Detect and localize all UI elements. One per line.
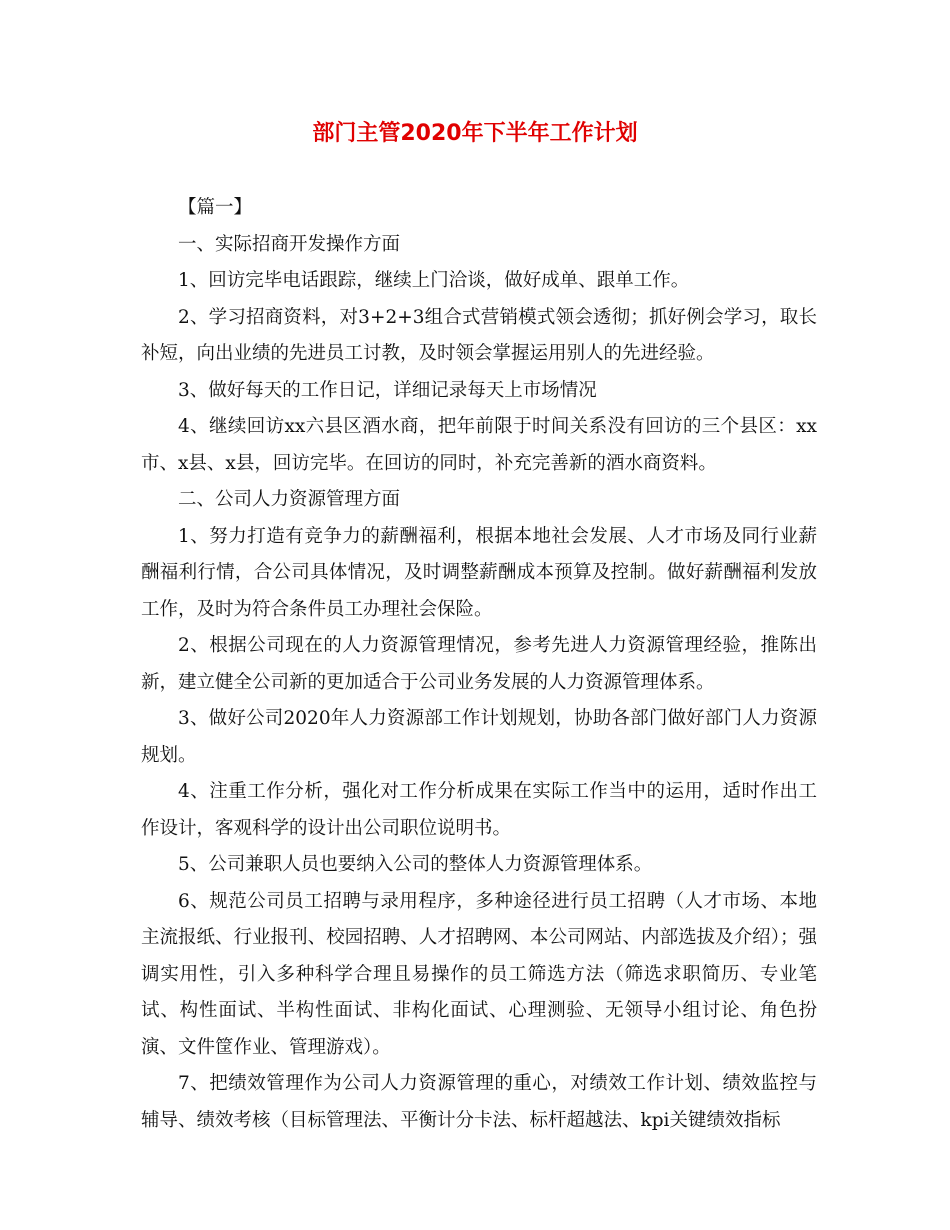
- paragraph-section-label: 【篇一】: [178, 197, 253, 218]
- paragraph: 3、做好公司2020年人力资源部工作计划规划，协助各部门做好部门人力资源规划。: [141, 708, 817, 766]
- paragraph: 2、根据公司现在的人力资源管理情况，参考先进人力资源管理经验，推陈出新，建立健全公司新的更加适合于公司业务发展的人力资源管理体系。: [141, 635, 817, 693]
- paragraph: 7、把绩效管理作为公司人力资源管理的重心，对绩效工作计划、绩效监控与辅导、绩效考核（目标管理法、平衡计分卡法、标杆超越法、kpi关键绩效指标: [141, 1073, 817, 1131]
- paragraph: 2、学习招商资料，对3+2+3组合式营销模式领会透彻；抓好例会学习，取长补短，向出业绩的先进员工讨教，及时领会掌握运用别人的先进经验。: [141, 306, 817, 364]
- paragraph: 1、回访完毕电话跟踪，继续上门洽谈，做好成单、跟单工作。: [178, 270, 690, 291]
- document-title: 部门主管2020年下半年工作计划: [312, 121, 638, 146]
- paragraph: 4、注重工作分析，强化对工作分析成果在实际工作当中的运用，适时作出工作设计，客观科学的设计出公司职位说明书。: [141, 781, 817, 839]
- paragraph: 1、努力打造有竞争力的薪酬福利，根据本地社会发展、人才市场及同行业薪酬福利行情，合公司具体情况，及时调整薪酬成本预算及控制。做好薪酬福利发放工作，及时为符合条件员工办理社会保险。: [141, 525, 817, 620]
- paragraph: 5、公司兼职人员也要纳入公司的整体人力资源管理体系。: [178, 854, 653, 875]
- paragraph-heading-1: 一、实际招商开发操作方面: [178, 233, 401, 255]
- document-body: [141, 190, 817, 1139]
- paragraph-heading-2: 二、公司人力资源管理方面: [178, 489, 401, 510]
- paragraph: 3、做好每天的工作日记，详细记录每天上市场情况: [178, 379, 597, 401]
- paragraph: 6、规范公司员工招聘与录用程序，多种途径进行员工招聘（人才市场、本地主流报纸、行业报刊、校园招聘、人才招聘网、本公司网站、内部选拔及介绍）；强调实用性，引入多种科学合理且易操作的员工筛选方法（筛选求职简历、专业笔试、构性面试、半构性面试、非构化面试、心理测验、无领导小组讨论、角色扮演、文件筐作业、管理游戏）。: [141, 890, 817, 1058]
- paragraph: 4、继续回访xx六县区酒水商，把年前限于时间关系没有回访的三个县区：xx市、x县、x县，回访完毕。在回访的同时，补充完善新的酒水商资料。: [141, 416, 817, 474]
